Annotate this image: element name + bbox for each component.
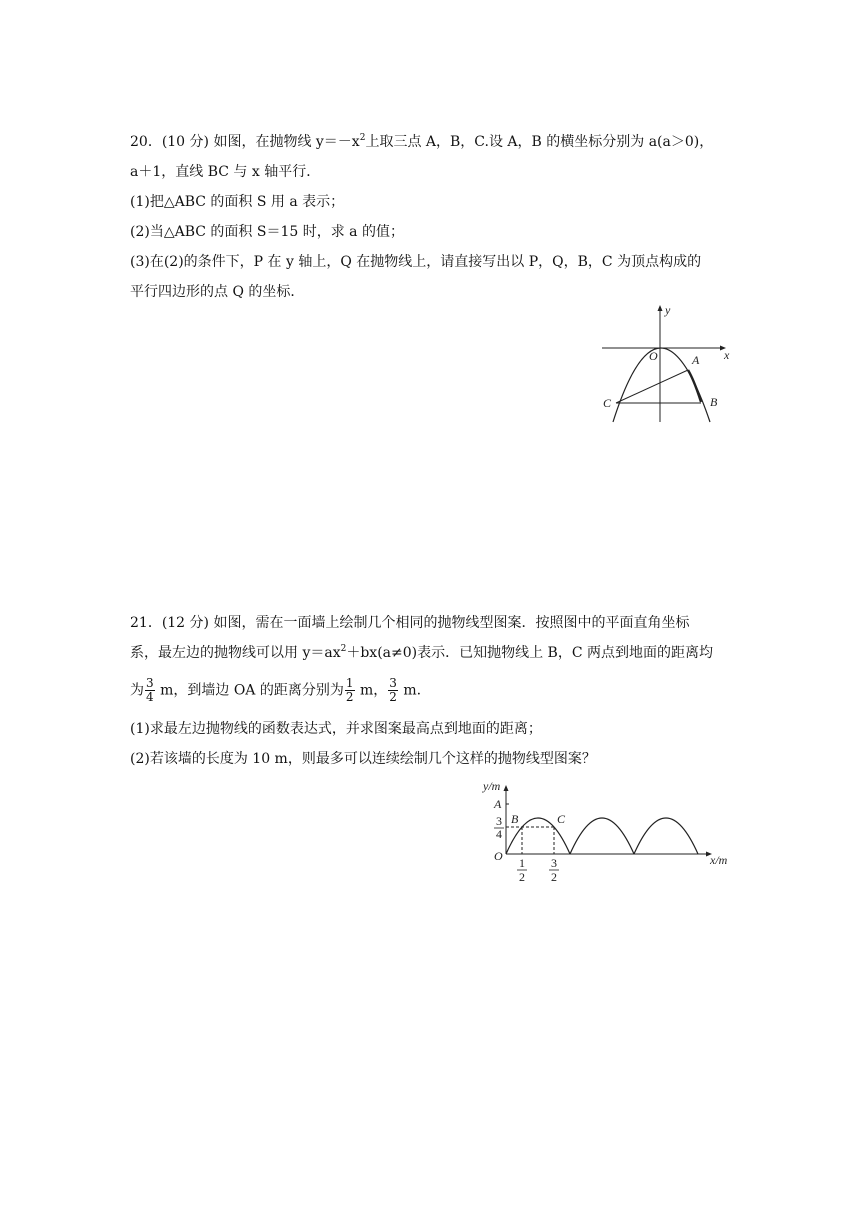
q20-label-y: y — [665, 303, 671, 317]
q20-y-arrow — [658, 305, 663, 311]
q21-label-O: O — [494, 849, 503, 863]
q20-label-x: x — [724, 348, 730, 362]
q21-y-arrow — [504, 785, 509, 791]
q20-figure — [596, 300, 736, 425]
q21-tick-y-num: 3 — [496, 814, 502, 828]
q20-label-A: A — [692, 353, 700, 367]
q20-part3-line2: 平行四边形的点 Q 的坐标． — [130, 284, 305, 300]
q21-part1: (1)求最左边抛物线的函数表达式，并求图案最高点到地面的距离； — [130, 721, 542, 737]
q21-label-x: x/m — [710, 853, 728, 867]
q20-stem-line2: a＋1，直线 BC 与 x 轴平行． — [130, 164, 321, 180]
q21-parabola-2 — [570, 818, 634, 854]
q21-label-A: A — [494, 797, 502, 811]
q21-figure — [478, 772, 738, 887]
q20-stem-line1: 20．(10 分) 如图，在抛物线 $y=-x^2$上取三点 A，B，C.设 A，B 的横坐标分别为 a(a＞0)， — [130, 133, 714, 150]
q20-part3-line1: (3)在(2)的条件下，P 在 y 轴上，Q 在抛物线上，请直接写出以 P，Q，B，C 为顶点构成的 — [130, 254, 702, 270]
q21-part2: (2)若该墙的长度为 10 m，则最多可以连续绘制几个这样的抛物线型图案？ — [130, 751, 596, 767]
q21-tick-x2-den: 2 — [551, 870, 557, 884]
q21-parabola-3 — [634, 818, 698, 854]
q21-tick-y-den: 4 — [496, 827, 502, 841]
q20-label-C: C — [603, 396, 612, 410]
q21-label-y: y/m — [483, 779, 501, 793]
q21-stem-line1: 21．(12 分) 如图，需在一面墙上绘制几个相同的抛物线型图案．按照图中的平面直角坐标 — [130, 615, 690, 631]
q21-stem-line3: 为 $\frac{3}{4}$ m，到墙边 OA 的距离分别为 $\frac{1}{2}$ m， $\frac{3}{2}$ m. — [130, 676, 422, 704]
q21-label-B: B — [511, 812, 519, 826]
q20-part1: (1)把△ABC 的面积 S 用 a 表示； — [130, 194, 345, 210]
fraction-one-half: $\frac{1}{2}$ — [345, 676, 354, 704]
q20-label-B: B — [710, 395, 718, 409]
q21-stem-line2: 系，最左边的抛物线可以用 $y=ax^2+bx(a\ne 0)$表示．已知抛物线上 B，C 两点到地面的距离均 — [130, 644, 714, 661]
q21-label-C: C — [557, 812, 566, 826]
fraction-three-quarters: $\frac{3}{4}$ — [146, 676, 154, 704]
q20-label-O: O — [649, 349, 658, 363]
q21-tick-x1-num: 1 — [519, 856, 525, 870]
q20-arc-AB — [688, 370, 701, 402]
fraction-three-halves: $\frac{3}{2}$ — [389, 676, 397, 704]
q21-tick-x2-num: 3 — [551, 856, 557, 870]
q20-part2: (2)当△ABC 的面积 S＝15 时，求 a 的值； — [130, 224, 404, 240]
q21-tick-x1-den: 2 — [519, 870, 525, 884]
